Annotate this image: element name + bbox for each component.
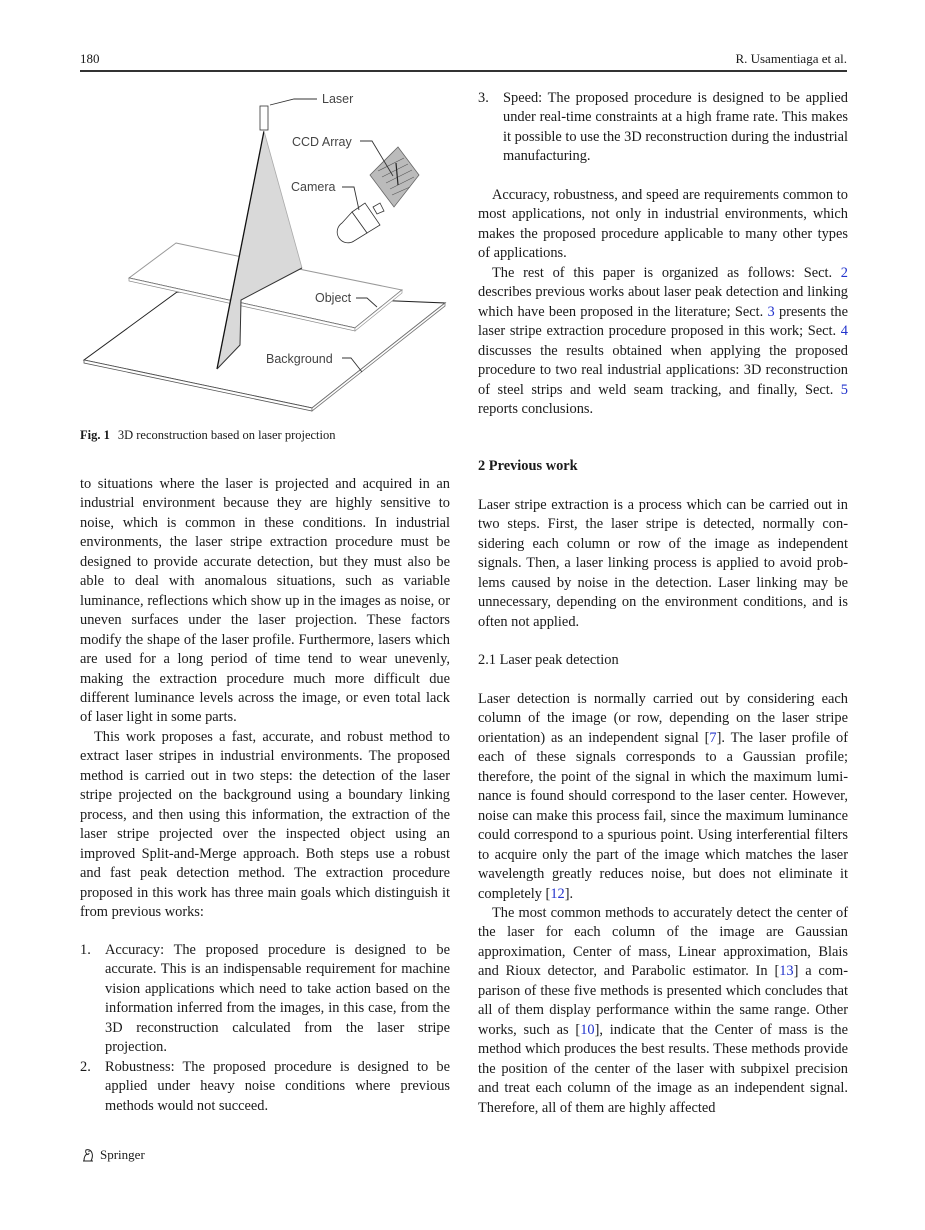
paragraph-previous-work: Laser stripe extraction is a process which can be carried out in two steps. First, the laser stripe is detected, normally considering each column or row of the image as independent signals. Then, a laser linking process is applied to avoid problems caused by noise in the detection. Laser linking may be unnecessary, depending on the environment conditions, and is often not applied.	[478, 497, 848, 630]
page-number: 180	[80, 51, 100, 66]
camera	[337, 147, 419, 243]
goal-number: 1.	[80, 942, 91, 958]
paragraph-laser-detection	[478, 690, 848, 904]
link-sect-2[interactable]: 2	[840, 264, 848, 281]
text-run: ]. The laser profile of each of these signals corresponds to a Gaussian profile; therefore, the point of the signal in which the maximum luminance is found should correspond to the laser center. However, noise can make this process fail, since the maximum luminance could correspond to a spurious point. Using interferential filters to acquire only the part of the image which matches the laser wavelength greatly reduces noise, but does not eliminate it completely [	[478, 729, 848, 902]
label-background: Background	[266, 352, 333, 366]
header-rule	[80, 70, 847, 72]
link-sect-4[interactable]: 4	[840, 323, 848, 340]
text-run: ] a comparison of these five methods is presented which concludes that all of them display performance within the same range. Other works, such as [	[478, 963, 848, 1038]
citation-13[interactable]: 13	[779, 963, 794, 980]
paragraph-proposed-method: This work proposes a fast, accurate, and robust method to extract laser stripes in industrial environments. The proposed method is carried out in two steps: the detection of the laser stripe projected on the background using a boundary linking process, and then using this information, the extraction of the laser stripe projected over the inspected object using an improved Split-and-Merge approach. Both steps use a robust and fast peak detection method. The extraction procedure proposed in this work has three main goals which distinguish it from previous works:	[80, 728, 450, 920]
section-2-heading-block	[478, 457, 848, 476]
subsection-2-1-body	[478, 690, 848, 1118]
label-camera: Camera	[291, 180, 336, 194]
goals-list-right	[478, 89, 848, 167]
text-run: discusses the results obtained when applying the proposed procedure to two real industrial applications: 3D reconstruction of steel strips and weld seam tracking, and finally, Sect.	[478, 342, 848, 398]
text-run: describes previous works about laser peak detection and linking which have been proposed in the literature; Sect.	[478, 284, 848, 320]
label-object: Object	[315, 291, 352, 305]
left-column	[80, 475, 450, 922]
running-authors: R. Usamentiaga et al.	[735, 51, 847, 66]
goal-text: Robustness: The proposed procedure is designed to be applied under heavy noise conditions where previous methods would not succeed.	[105, 1058, 450, 1114]
label-ccd-array: CCD Array	[292, 135, 352, 149]
goal-text: Accuracy: The proposed procedure is designed to be accurate. This is an indispensable requirement for machine vision applications which need to take action based on the information inferred from the images, in this case, from the 3D reconstruction calculated from the laser stripe projection.	[105, 942, 450, 1056]
goals-list	[80, 941, 450, 1116]
goal-item-accuracy	[80, 941, 450, 1058]
paragraph-common-methods	[478, 904, 848, 1118]
citation-7[interactable]: 7	[709, 729, 717, 746]
goal-number: 2.	[80, 1058, 91, 1075]
figure-caption-text: 3D reconstruction based on laser projection	[117, 428, 336, 442]
text-run: reports conclusions.	[478, 400, 594, 417]
figure-caption	[80, 427, 460, 443]
paragraph-outline	[478, 264, 848, 420]
goal-number: 3.	[478, 90, 489, 106]
text-run: The most common methods to accurately detect the center of the laser for each column of the image are Gaussian approximation, Center of mass, Linear approximation, Blais and Rioux detector, and Parabolic estimator. In [	[478, 904, 848, 980]
right-intro-paragraphs	[478, 186, 848, 419]
text-run: The rest of this paper is organized as follows: Sect.	[492, 264, 841, 281]
goal-item-speed	[478, 89, 848, 167]
text-run: ].	[564, 885, 574, 902]
link-sect-5[interactable]: 5	[840, 381, 848, 398]
text-run: presents the laser stripe extraction procedure proposed in this work; Sect.	[478, 303, 848, 340]
subsection-heading: 2.1 Laser peak detection	[478, 652, 619, 668]
footer	[80, 1146, 145, 1164]
figure-1	[80, 85, 460, 420]
springer-knight-icon	[80, 1147, 96, 1163]
goal-item-robustness	[80, 1058, 450, 1116]
text-run: Laser detection is normally carried out by considering each column of the image (or row, depending on the laser stripe orientation) as an independent signal [	[478, 691, 848, 746]
goals-list-left	[80, 941, 450, 1116]
paragraph-requirements: Accuracy, robustness, and speed are requirements common to most applications, not only in industrial environments, which makes the proposed procedure applicable to many other types of applications.	[478, 187, 848, 262]
label-laser: Laser	[322, 92, 354, 106]
text-run: ], indicate that the Center of mass is the method which produces the best results. These methods provide the position of the center of the laser with subpixel precision and treat each column of the image as an independent signal. Therefore, all of them are highly affected	[478, 1021, 848, 1116]
goal-text: Speed: The proposed procedure is designed to be applied under real-time constraints at a high frame rate. This makes it possible to use the 3D reconstruction during the industrial manufacturing.	[503, 90, 848, 165]
link-sect-3[interactable]: 3	[767, 303, 775, 320]
figure-number: Fig. 1	[80, 428, 110, 442]
citation-12[interactable]: 12	[550, 885, 565, 902]
laser-source	[260, 106, 268, 130]
publisher-name: Springer	[100, 1147, 145, 1162]
laser-projection-diagram	[80, 85, 460, 420]
subsection-2-1-heading-block	[478, 651, 848, 670]
section-heading: 2 Previous work	[478, 458, 578, 474]
running-head	[80, 50, 847, 68]
citation-10[interactable]: 10	[580, 1021, 595, 1038]
goals-list-continued	[478, 89, 848, 167]
paragraph-noise-sensitivity: to situations where the laser is projected and acquired in an industrial environment because they are highly sensitive to noise, which is common in these conditions. In industrial environments, the laser stripe extraction procedure must be designed to provide accurate detection, but they must also be able to deal with anomalous situations, such as variable luminance, reflections which show up in the images as noise, or uneven surfaces under the laser projection. These factors modify the shape of the laser profile. Furthermore, lasers which are used for a long period of time tend to wear unevenly, making the extraction procedure much more difficult due different luminance levels across the image, or even total lack of laser light in some parts.	[80, 476, 450, 726]
section-2-body	[478, 496, 848, 632]
